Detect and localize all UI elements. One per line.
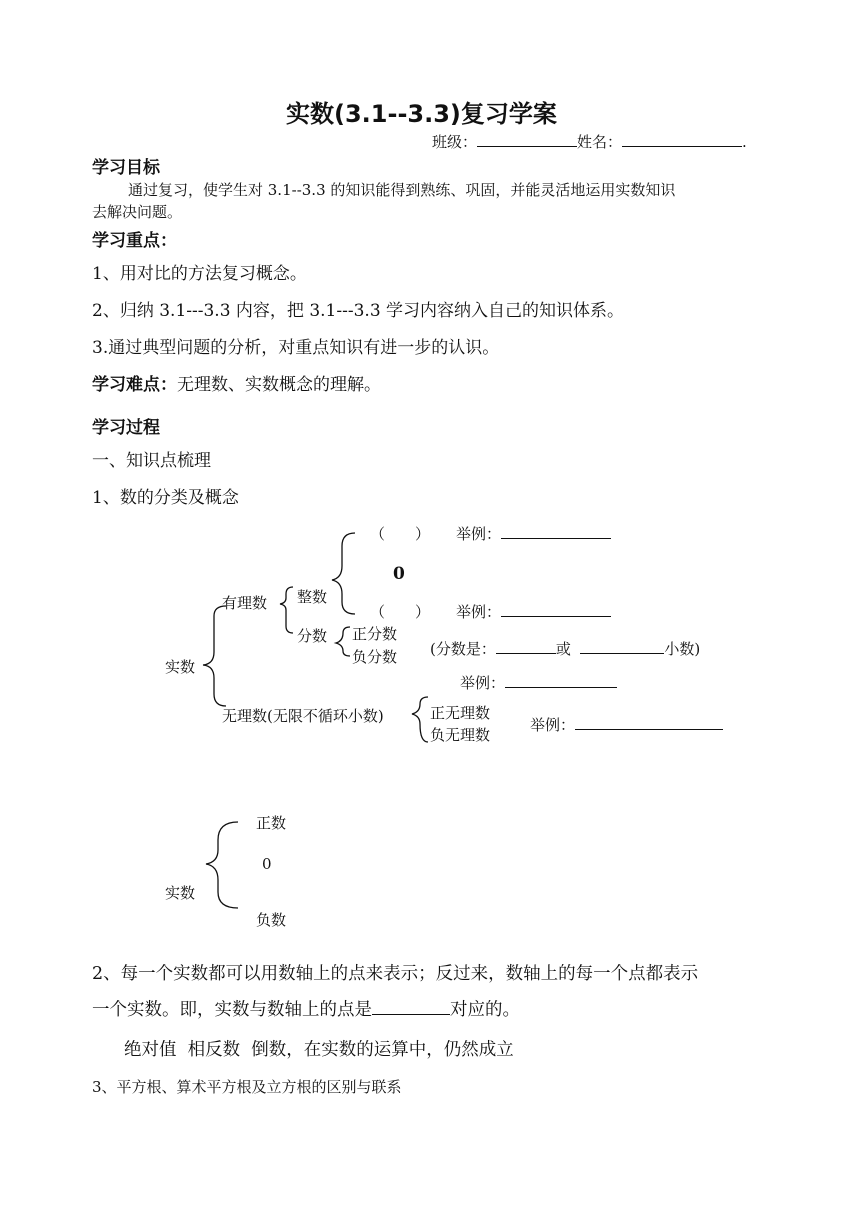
example-text-3: 举例： (460, 674, 506, 692)
example-text-1: 举例： (456, 525, 502, 543)
positive-label: 正数 (256, 814, 287, 832)
example-label-2 (456, 601, 611, 622)
rational-label: 有理数 (222, 594, 268, 612)
fraction-note (430, 638, 700, 659)
fraction-note-pre: (分数是： (430, 640, 496, 658)
integer-brace (332, 533, 355, 614)
fraction-note-post: 小数) (664, 640, 701, 658)
class-label: 班级： (432, 133, 478, 151)
rational-brace (280, 587, 293, 633)
integer-label: 整数 (297, 588, 328, 606)
neg-fraction-label: 负分数 (352, 648, 398, 666)
neg-irrational-label: 负无理数 (430, 726, 491, 744)
zero-label: 0 (393, 564, 405, 584)
name-label: 姓名： (577, 133, 623, 151)
correspondence-blank[interactable] (372, 1000, 450, 1015)
irrational-label: 无理数(无限不循环小数) (222, 707, 384, 725)
goal-text-line2: 去解决问题。 (92, 203, 183, 221)
focus-item-2: 2、归纳 3.1---3.3 内容，把 3.1---3.3 学习内容纳入自己的知识体系。 (92, 301, 625, 321)
example-label-1 (456, 523, 611, 544)
example-blank-4[interactable] (575, 715, 723, 730)
example-text-2: 举例： (456, 603, 502, 621)
zero-sign-label: 0 (262, 855, 272, 873)
point2-line3: 绝对值 相反数 倒数，在实数的运算中，仍然成立 (124, 1040, 514, 1060)
focus-item-1: 1、用对比的方法复习概念。 (92, 264, 307, 284)
difficulty-heading: 学习难点： (92, 375, 177, 395)
item1-heading: 1、数的分类及概念 (92, 488, 239, 508)
goal-text-line1: 通过复习，使学生对 3.1--3.3 的知识能得到熟练、巩固，并能灵活地运用实数知识 (128, 181, 676, 199)
example-blank-2[interactable] (501, 602, 611, 617)
integer-negative-blank[interactable]: （ ） (370, 603, 431, 621)
fraction-blank-2[interactable] (580, 639, 664, 654)
example-text-4: 举例： (530, 716, 576, 734)
integer-positive-blank[interactable]: （ ） (370, 525, 431, 543)
focus-heading: 学习重点： (92, 231, 177, 251)
point2-line2 (92, 996, 520, 1021)
example-blank-3[interactable] (505, 673, 617, 688)
fraction-label: 分数 (297, 627, 328, 645)
point2-line2-post: 对应的。 (450, 1000, 520, 1020)
pos-irrational-label: 正无理数 (430, 704, 491, 722)
point2-line2-pre: 一个实数。即，实数与数轴上的点是 (92, 1000, 372, 1020)
difficulty-text: 无理数、实数概念的理解。 (177, 375, 381, 395)
example-label-3 (460, 672, 617, 693)
example-blank-1[interactable] (501, 524, 611, 539)
fraction-blank-1[interactable] (496, 639, 556, 654)
section1-heading: 一、知识点梳理 (92, 451, 211, 471)
real-brace (203, 606, 226, 706)
real-label: 实数 (165, 658, 196, 676)
real-sign-brace (206, 822, 238, 908)
fraction-brace (336, 627, 350, 656)
page-title: 实数(3.1--3.3)复习学案 (286, 100, 557, 128)
focus-item-3: 3.通过典型问题的分析，对重点知识有进一步的认识。 (92, 338, 500, 358)
point2-line1: 2、每一个实数都可以用数轴上的点来表示；反过来，数轴上的每一个点都表示 (92, 964, 699, 984)
fraction-note-or: 或 (555, 640, 571, 658)
goal-heading: 学习目标 (92, 158, 160, 178)
pos-fraction-label: 正分数 (352, 625, 398, 643)
example-label-4 (530, 714, 723, 735)
negative-label: 负数 (256, 911, 287, 929)
real-sign-label: 实数 (165, 884, 196, 902)
irrational-brace (412, 697, 428, 742)
point3-line: 3、平方根、算术平方根及立方根的区别与联系 (92, 1078, 402, 1096)
process-heading: 学习过程 (92, 418, 160, 438)
end-mark: . (742, 133, 747, 151)
